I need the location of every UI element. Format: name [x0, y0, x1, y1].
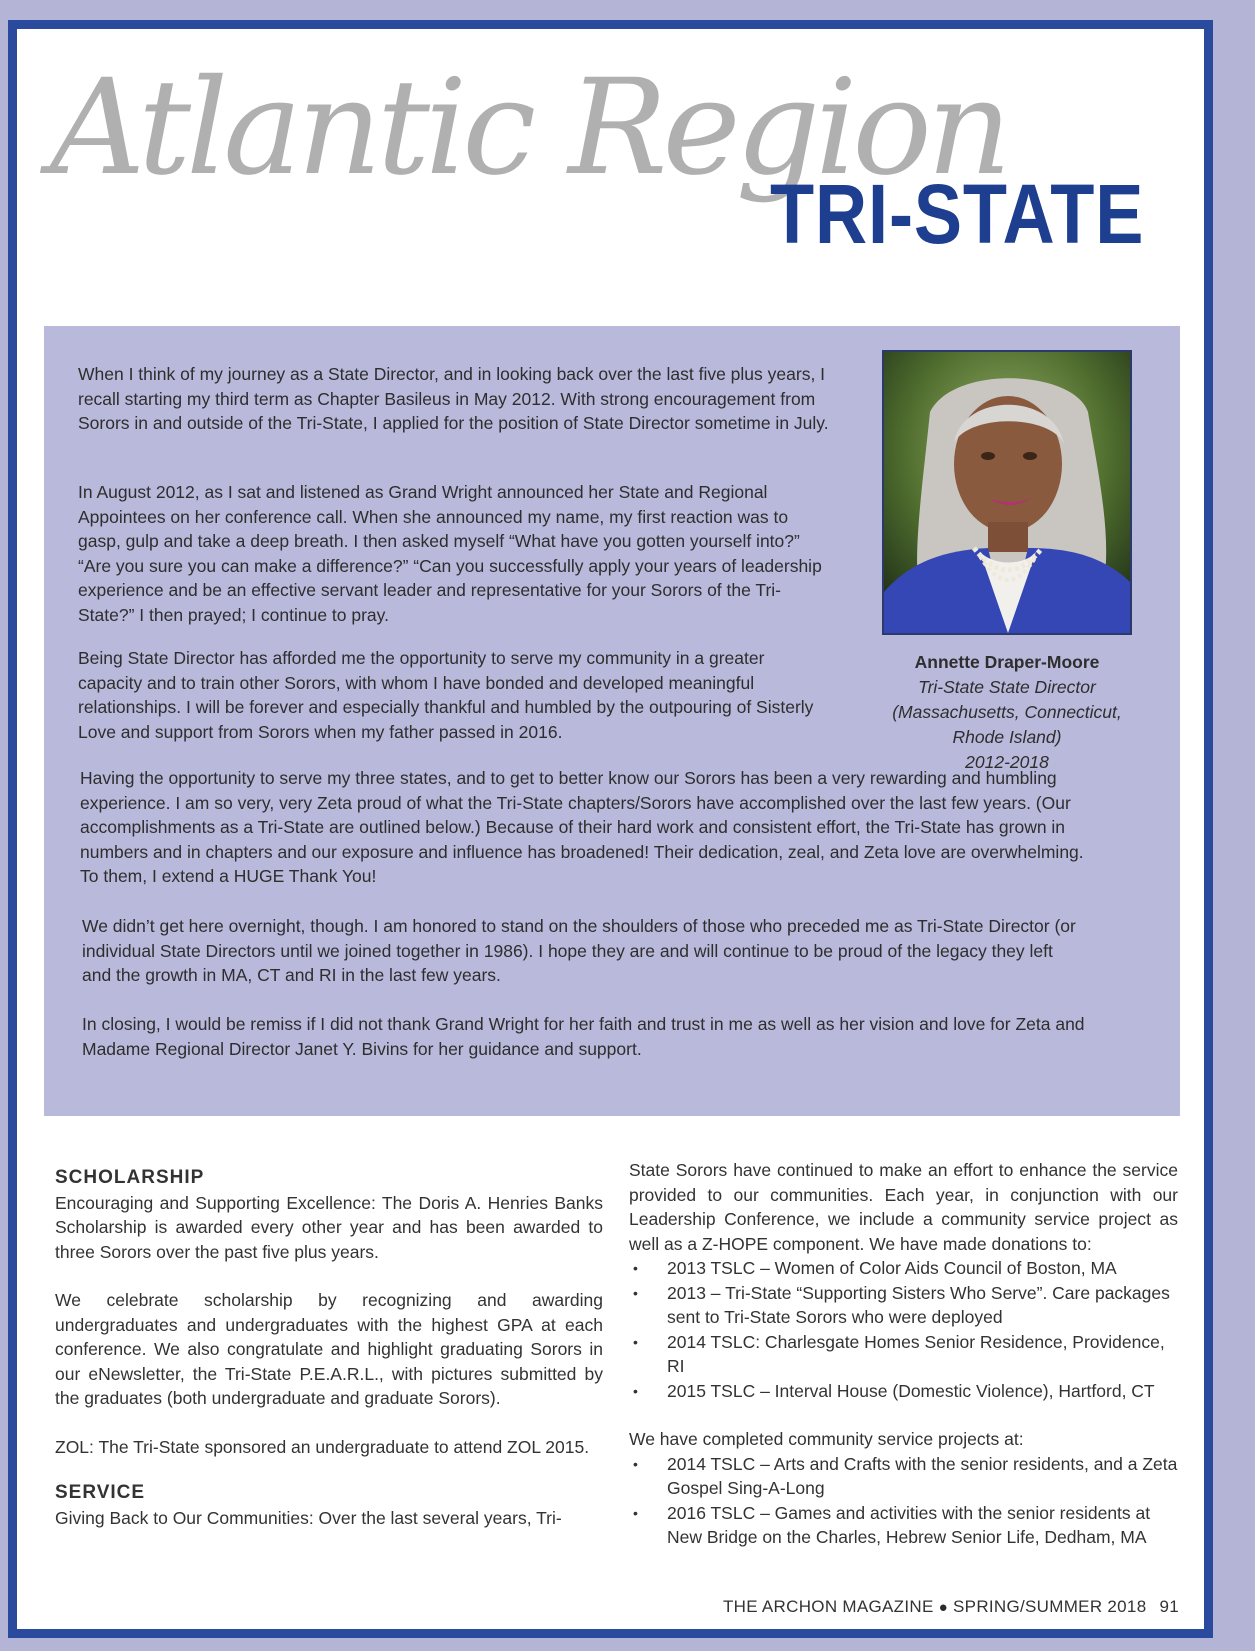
- portrait-caption: [882, 650, 1132, 775]
- state-title: TRI-STATE: [770, 167, 1145, 261]
- list-item: • 2013 – Tri-State “Supporting Sisters Who Serve”. Care packages sent to Tri-State Sorors who were deployed: [629, 1281, 1178, 1330]
- caption-name: Annette Draper-Moore: [914, 652, 1100, 672]
- director-portrait: [882, 350, 1132, 635]
- caption-role: Tri-State State Director: [918, 677, 1096, 697]
- service-paragraph-continued: State Sorors have continued to make an effort to enhance the service provided to our communities. Each year, in conjunction with our Leadership Conference, we include a community service project as well as a Z-HOPE component. We have made donations to:: [629, 1160, 1178, 1254]
- list-item: • 2016 TSLC – Games and activities with the senior residents at New Bridge on the Charles, Hebrew Senior Life, Dedham, MA: [629, 1501, 1178, 1550]
- scholarship-heading: SCHOLARSHIP: [55, 1167, 205, 1188]
- caption-states-continued: Rhode Island): [952, 727, 1062, 747]
- projects-list: [629, 1452, 1178, 1550]
- feature-paragraph: When I think of my journey as a State Director, and in looking back over the last five plus years, I recall starting my third term as Chapter Basileus in May 2012. With strong encouragement from Sorors in and outside of the Tri-State, I applied for the position of State Director sometime in July.: [78, 364, 829, 433]
- issue-label: SPRING/SUMMER 2018: [953, 1597, 1147, 1616]
- donations-list: [629, 1256, 1178, 1403]
- separator-dot-icon: ●: [938, 1599, 949, 1616]
- list-item: • 2015 TSLC – Interval House (Domestic Violence), Hartford, CT: [629, 1379, 1178, 1404]
- feature-paragraph: In August 2012, as I sat and listened as Grand Wright announced her State and Regional Appointees on her conference call. When she announced my name, my first reaction was to gasp, gulp and take a deep breath. I then asked myself “What have you gotten yourself into?” “Are you sure you can make a difference?” “Can you successfully apply your years of leadership experience and be an effective servant leader and representative for your Sorors of the Tri-State?” I then prayed; I continue to pray.: [78, 482, 822, 625]
- list-item: • 2014 TSLC – Arts and Crafts with the senior residents, and a Zeta Gospel Sing-A-Long: [629, 1452, 1178, 1501]
- projects-intro: We have completed community service projects at:: [629, 1429, 1024, 1449]
- list-item: • 2013 TSLC – Women of Color Aids Council of Boston, MA: [629, 1256, 1178, 1281]
- magazine-name: THE ARCHON MAGAZINE: [722, 1597, 934, 1616]
- right-column: [629, 1158, 1178, 1550]
- caption-states: (Massachusetts, Connecticut,: [892, 702, 1122, 722]
- feature-paragraph: In closing, I would be remiss if I did not thank Grand Wright for her faith and trust in me as well as her vision and love for Zeta and Madame Regional Director Janet Y. Bivins for her guidance and support.: [82, 1014, 1085, 1059]
- portrait-illustration: [884, 352, 1130, 633]
- scholarship-paragraph: We celebrate scholarship by recognizing and awarding undergraduates and undergraduates with the highest GPA at each conference. We also congratulate and highlight graduating Sorors in our eNewsletter, the Tri-State P.E.A.R.L., with pictures submitted by the graduates (both undergraduate and graduate Sorors).: [55, 1290, 603, 1408]
- feature-paragraph: Being State Director has afforded me the opportunity to serve my community in a greater capacity and to train other Sorors, with whom I have bonded and developed meaningful relationships. I will be forever and especially thankful and humbled by the outpouring of Sisterly Love and support from Sorors when my father passed in 2016.: [78, 648, 814, 742]
- caption-years: 2012-2018: [965, 752, 1049, 772]
- page-number: 91: [1159, 1597, 1179, 1616]
- service-paragraph: Giving Back to Our Communities: Over the last several years, Tri-: [55, 1507, 562, 1528]
- list-item: • 2014 TSLC: Charlesgate Homes Senior Residence, Providence, RI: [629, 1330, 1178, 1379]
- feature-paragraph: We didn’t get here overnight, though. I am honored to stand on the shoulders of those who preceded me as Tri-State Director (or individual State Directors until we joined together in 1986). I hope they are and will continue to be proud of the legacy they left and the growth in MA, CT and RI in the last few years.: [82, 916, 1076, 985]
- region-script-title: Atlantic Region: [50, 51, 1007, 205]
- page-footer: [723, 1597, 1179, 1617]
- feature-paragraph: Having the opportunity to serve my three states, and to get to better know our Sorors has been a very rewarding and humbling experience. I am so very, very Zeta proud of what the Tri-State chapters/Sorors have accomplished over the last few years. (Our accomplishments as a Tri-State are outlined below.) Because of their hard work and consistent effort, the Tri-State has grown in numbers and in chapters and our exposure and influence has broadened! Their dedication, zeal, and Zeta love are overwhelming. To them, I extend a HUGE Thank You!: [80, 768, 1084, 886]
- zol-paragraph: ZOL: The Tri-State sponsored an undergraduate to attend ZOL 2015.: [55, 1436, 590, 1457]
- left-column: [55, 1166, 603, 1530]
- service-heading: SERVICE: [55, 1482, 146, 1503]
- feature-box: [44, 326, 1180, 1116]
- scholarship-paragraph: Encouraging and Supporting Excellence: The Doris A. Henries Banks Scholarship is awarded every other year and has been awarded to three Sorors over the past five plus years.: [55, 1192, 603, 1262]
